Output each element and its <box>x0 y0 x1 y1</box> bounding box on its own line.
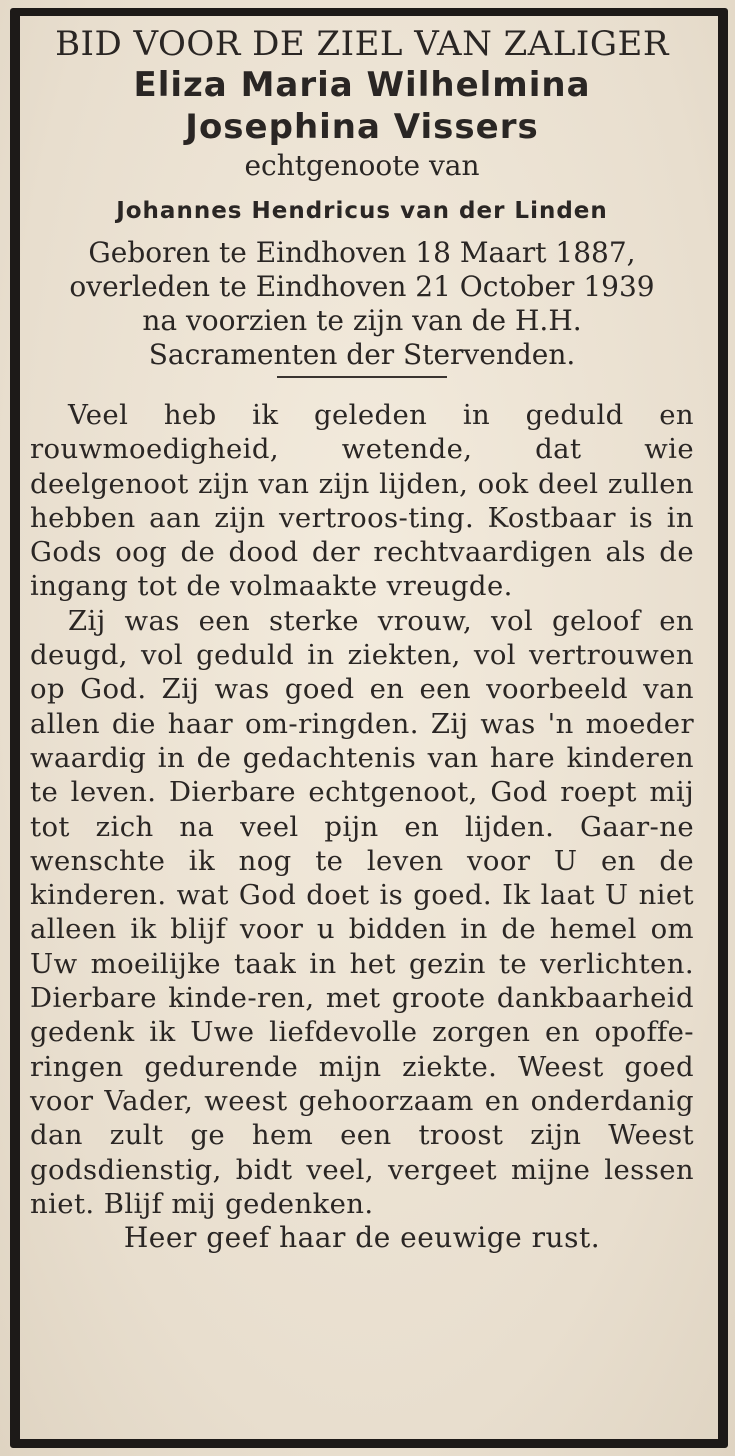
paragraph-2: Zij was een sterke vrouw, vol geloof en deugd, vol geduld in ziekten, vol vertrouwen op God. Zij was goed en een voorbeeld van allen die haar om-ringden. Zij was 'n moeder waardig in de gedachtenis van hare kinderen te leven. Dierbare echtgenoot, God roept mij tot zich na veel pijn en lijden. Gaar-ne wenschte ik nog te leven voor U en de kinderen. wat God doet is goed. Ik laat U niet alleen ik blijf voor u bidden in de hemel om Uw moeilijke taak in het gezin te verlichten. Dierbare kinde-ren, met groote dankbaarheid gedenk ik Uwe liefdevolle zorgen en opoffe-ringen gedurende mijn ziekte. Weest goed voor Vader, weest gehoorzaam en onderdanig dan zult ge hem een troost zijn Weest godsdienstig, bidt veel, vergeet mijne lessen niet. Blijf mij gedenken. <box>30 604 694 1220</box>
sacraments-line-2: Sacramenten der Stervenden. <box>148 338 576 371</box>
card-heading: BID VOOR DE ZIEL VAN ZALIGER <box>55 24 669 64</box>
spouse-name: Johannes Hendricus van der Linden <box>116 198 608 224</box>
death-line: overleden te Eindhoven 21 October 1939 <box>69 270 655 303</box>
closing-prayer: Heer geef haar de eeuwige rust. <box>123 1221 601 1255</box>
paragraph-1: Veel heb ik geleden in geduld en rouwmoedigheid, wetende, dat wie deelgenoot zijn van zijn lijden, ook deel zullen hebben aan zijn vertroos-ting. Kostbaar is in Gods oog de dood der rechtvaardigen als de ingang tot de volmaakte vreugde. <box>30 399 694 603</box>
divider-rule <box>277 376 447 378</box>
birth-line: Geboren te Eindhoven 18 Maart 1887, <box>88 236 636 269</box>
sacraments-line-1: na voorzien te zijn van de H.H. <box>142 304 582 337</box>
spouse-intro: echtgenoote van <box>244 149 480 182</box>
dates-block <box>30 236 694 372</box>
card-content <box>30 24 694 1283</box>
deceased-name-line-1: Eliza Maria Wilhelmina <box>133 65 591 105</box>
deceased-name-line-2: Josephina Vissers <box>185 107 539 147</box>
